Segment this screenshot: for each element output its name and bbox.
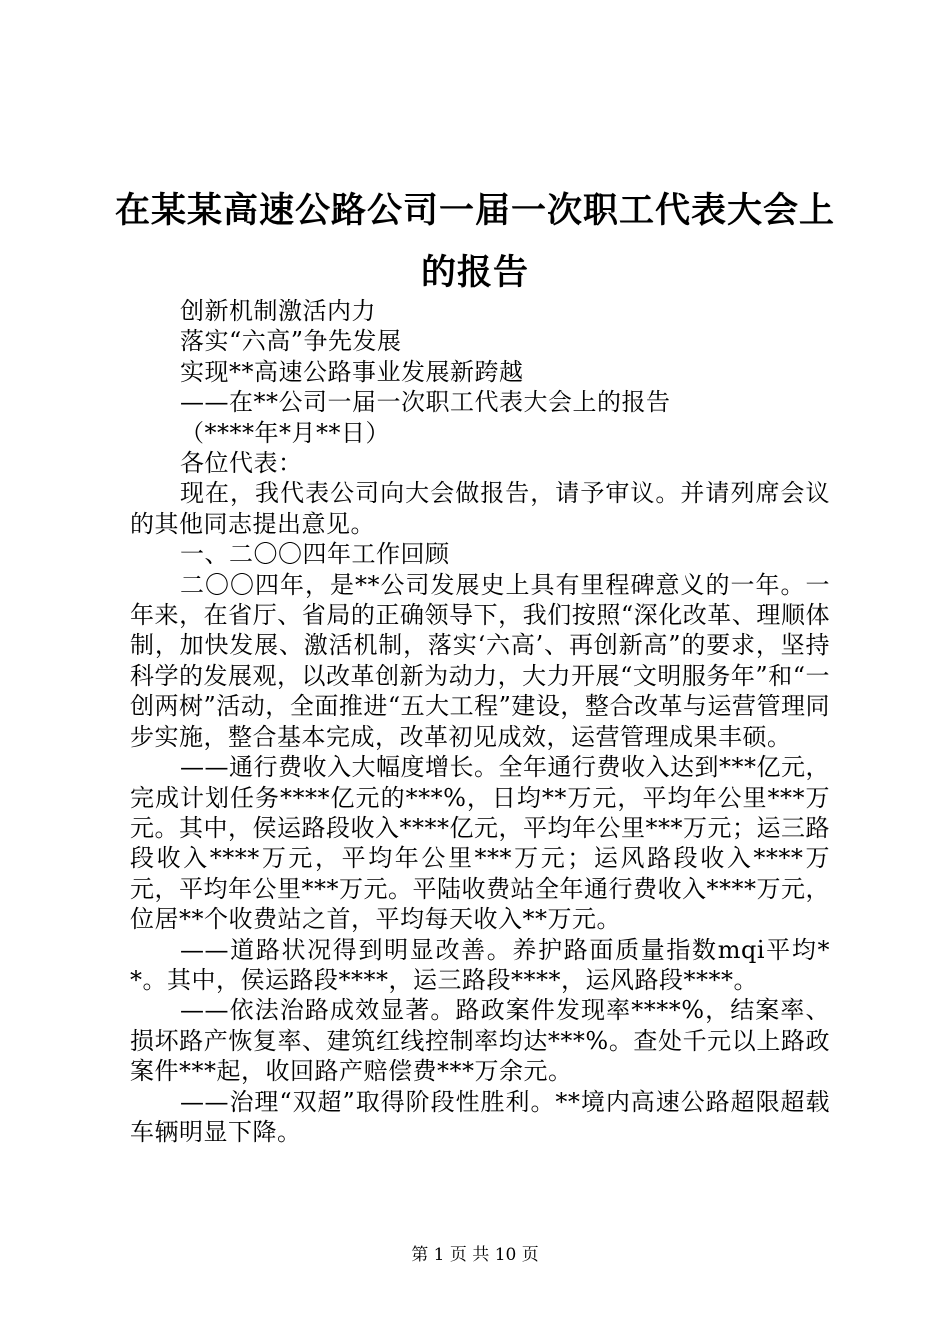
paragraph: 现在，我代表公司向大会做报告，请予审议。并请列席会议的其他同志提出意见。	[130, 479, 830, 538]
paragraph: ——治理“双超”取得阶段性胜利。**境内高速公路超限超载车辆明显下降。	[130, 1087, 830, 1146]
salutation: 各位代表：	[180, 449, 303, 478]
document-title: 在某某高速公路公司一届一次职工代表大会上的报告	[114, 190, 835, 293]
paragraph: ——依法治路成效显著。路政案件发现率****%，结案率、损坏路产恢复率、建筑红线控制率均达***%。查处千元以上路政案件***起，收回路产赔偿费***万余元。	[130, 996, 830, 1086]
subtitle-line-2: 落实“六高”争先发展	[180, 327, 402, 356]
paragraph: ——通行费收入大幅度增长。全年通行费收入达到***亿元，完成计划任务****亿元的***%，日均**万元，平均年公里***万元。其中，侯运路段收入****亿元，平均年公里***万元；运三路段收入****万元，平均年公里***万元；运风路段收入****万元，平均年公里***万元。平陆收费站全年通行费收入****万元，位居**个收费站之首，平均每天收入**万元。	[130, 753, 830, 934]
subtitle-line-1: 创新机制激活内力	[180, 297, 376, 325]
paragraph: 二〇〇四年，是**公司发展史上具有里程碑意义的一年。一年来，在省厅、省局的正确领导下，我们按照“深化改革、理顺体制，加快发展、激活机制，落实‘六高’、再创新高”的要求，坚持科学的发展观，以改革创新为动力，大力开展“文明服务年”和“一创两树”活动，全面推进“五大工程”建设，整合改革与运营管理同步实施，整合基本完成，改革初见成效，运营管理成果丰硕。	[130, 570, 830, 751]
document-body	[130, 296, 830, 1147]
subtitle-line-4: ——在**公司一届一次职工代表大会上的报告	[180, 388, 671, 417]
subtitle-line-3: 实现**高速公路事业发展新跨越	[180, 357, 524, 386]
page-number-footer: 第 1 页 共 10 页	[411, 1245, 539, 1265]
section-heading: 一、二〇〇四年工作回顾	[180, 540, 450, 569]
date-line: （****年*月**日）	[180, 418, 390, 447]
paragraph: ——道路状况得到明显改善。养护路面质量指数mqi平均**。其中，侯运路段****，运三路段****，运风路段****。	[130, 935, 830, 994]
